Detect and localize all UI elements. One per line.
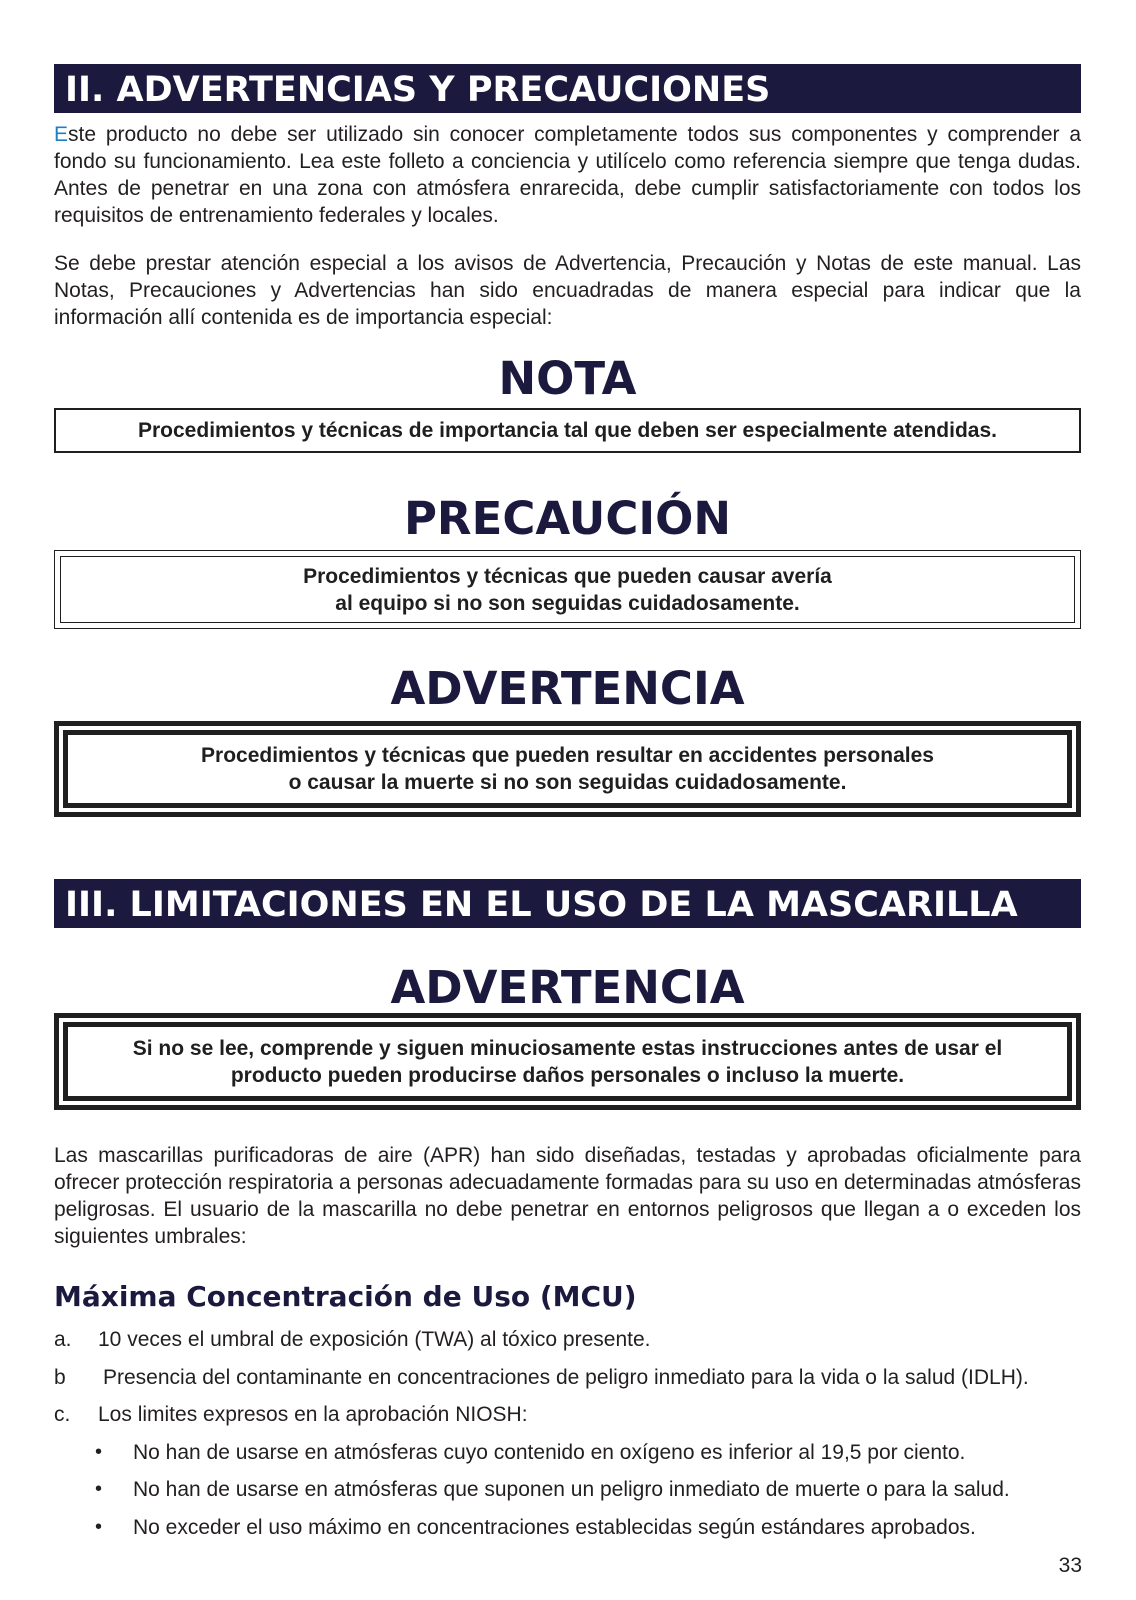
list-item-text: Presencia del contaminante en concentraciones de peligro inmediato para la vida o la salud (IDLH). bbox=[103, 1366, 1029, 1389]
bullet-marker: • bbox=[95, 1516, 103, 1538]
precaucion-heading: PRECAUCIÓN bbox=[403, 492, 732, 545]
precaucion-inner-frame bbox=[60, 556, 1075, 623]
precaucion-text-line1: Procedimientos y técnicas que pueden causar avería bbox=[303, 564, 832, 588]
list-item-text: 10 veces el umbral de exposición (TWA) al tóxico presente. bbox=[98, 1328, 651, 1351]
section-iii-title: III. LIMITACIONES EN EL USO DE LA MASCARILLA bbox=[54, 879, 1081, 928]
mcu-subheading: Máxima Concentración de Uso (MCU) bbox=[54, 1280, 637, 1313]
advertencia-text-line2: o causar la muerte si no son seguidas cuidadosamente. bbox=[288, 771, 847, 794]
mask-advertencia-text-line2: producto pueden producirse daños personales o incluso la muerte. bbox=[230, 1063, 905, 1087]
list-marker: a. bbox=[54, 1328, 72, 1351]
notice-explanation-paragraph: Se debe prestar atención especial a los avisos de Advertencia, Precaución y Notas de este manual. Las Notas, Precauciones y Advertencias han sido encuadradas de manera especial para indicar que la información allí contenida es de importancia especial: bbox=[54, 252, 1081, 329]
bullet-item-text: No han de usarse en atmósferas cuyo contenido en oxígeno es inferior al 19,5 por ciento. bbox=[133, 1441, 966, 1464]
precaucion-box bbox=[54, 550, 1081, 629]
intro-paragraph bbox=[54, 121, 1081, 229]
mask-advertencia-box bbox=[54, 1013, 1081, 1110]
list-item-text: Los limites expresos en la aprobación NIOSH: bbox=[98, 1403, 528, 1426]
apr-paragraph: Las mascarillas purificadoras de aire (APR) han sido diseñadas, testadas y aprobadas oficialmente para ofrecer protección respiratoria a personas adecuadamente formadas para su uso en determinadas atmósferas peligrosas. El usuario de la mascarilla no debe penetrar en entornos peligrosos que llegan a o exceden los siguientes umbrales: bbox=[54, 1144, 1081, 1248]
section-ii-title: II. ADVERTENCIAS Y PRECAUCIONES bbox=[54, 64, 1081, 113]
advertencia-text-line1: Procedimientos y técnicas que pueden resultar en accidentes personales bbox=[201, 744, 934, 767]
list-marker: c. bbox=[54, 1403, 71, 1426]
intro-paragraph-text: ste producto no debe ser utilizado sin conocer completamente todos sus componentes y comprender a fondo su funcionamiento. Lea este folleto a conciencia y utilícelo como referencia siempre que tenga dudas. Antes de penetrar en una zona con atmósfera enrarecida, debe cumplir satisfactoriamente con todos los requisitos de entrenamiento federales y locales. bbox=[54, 123, 1081, 227]
nota-text: Procedimientos y técnicas de importancia tal que deben ser especialmente atendidas. bbox=[138, 419, 997, 442]
page-number: 33 bbox=[1058, 1554, 1082, 1577]
list-marker: b bbox=[54, 1366, 66, 1389]
advertencia-box bbox=[54, 721, 1081, 817]
bullet-item-text: No han de usarse en atmósferas que suponen un peligro inmediato de muerte o para la salud. bbox=[133, 1478, 1010, 1501]
bullet-item-text: No exceder el uso máximo en concentraciones establecidas según estándares aprobados. bbox=[133, 1516, 976, 1539]
drop-letter: E bbox=[54, 123, 69, 146]
precaucion-text-line2: al equipo si no son seguidas cuidadosamente. bbox=[335, 591, 800, 615]
bullet-marker: • bbox=[95, 1441, 103, 1463]
mask-advertencia-heading: ADVERTENCIA bbox=[390, 961, 745, 1014]
advertencia-heading: ADVERTENCIA bbox=[390, 662, 745, 715]
mask-advertencia-inner-frame bbox=[63, 1022, 1072, 1101]
advertencia-inner-frame bbox=[63, 730, 1072, 808]
nota-heading: NOTA bbox=[498, 352, 637, 405]
bullet-marker: • bbox=[95, 1478, 103, 1500]
mask-advertencia-text-line1: Si no se lee, comprende y siguen minuciosamente estas instrucciones antes de usar el bbox=[132, 1036, 1003, 1060]
nota-box bbox=[54, 408, 1081, 453]
